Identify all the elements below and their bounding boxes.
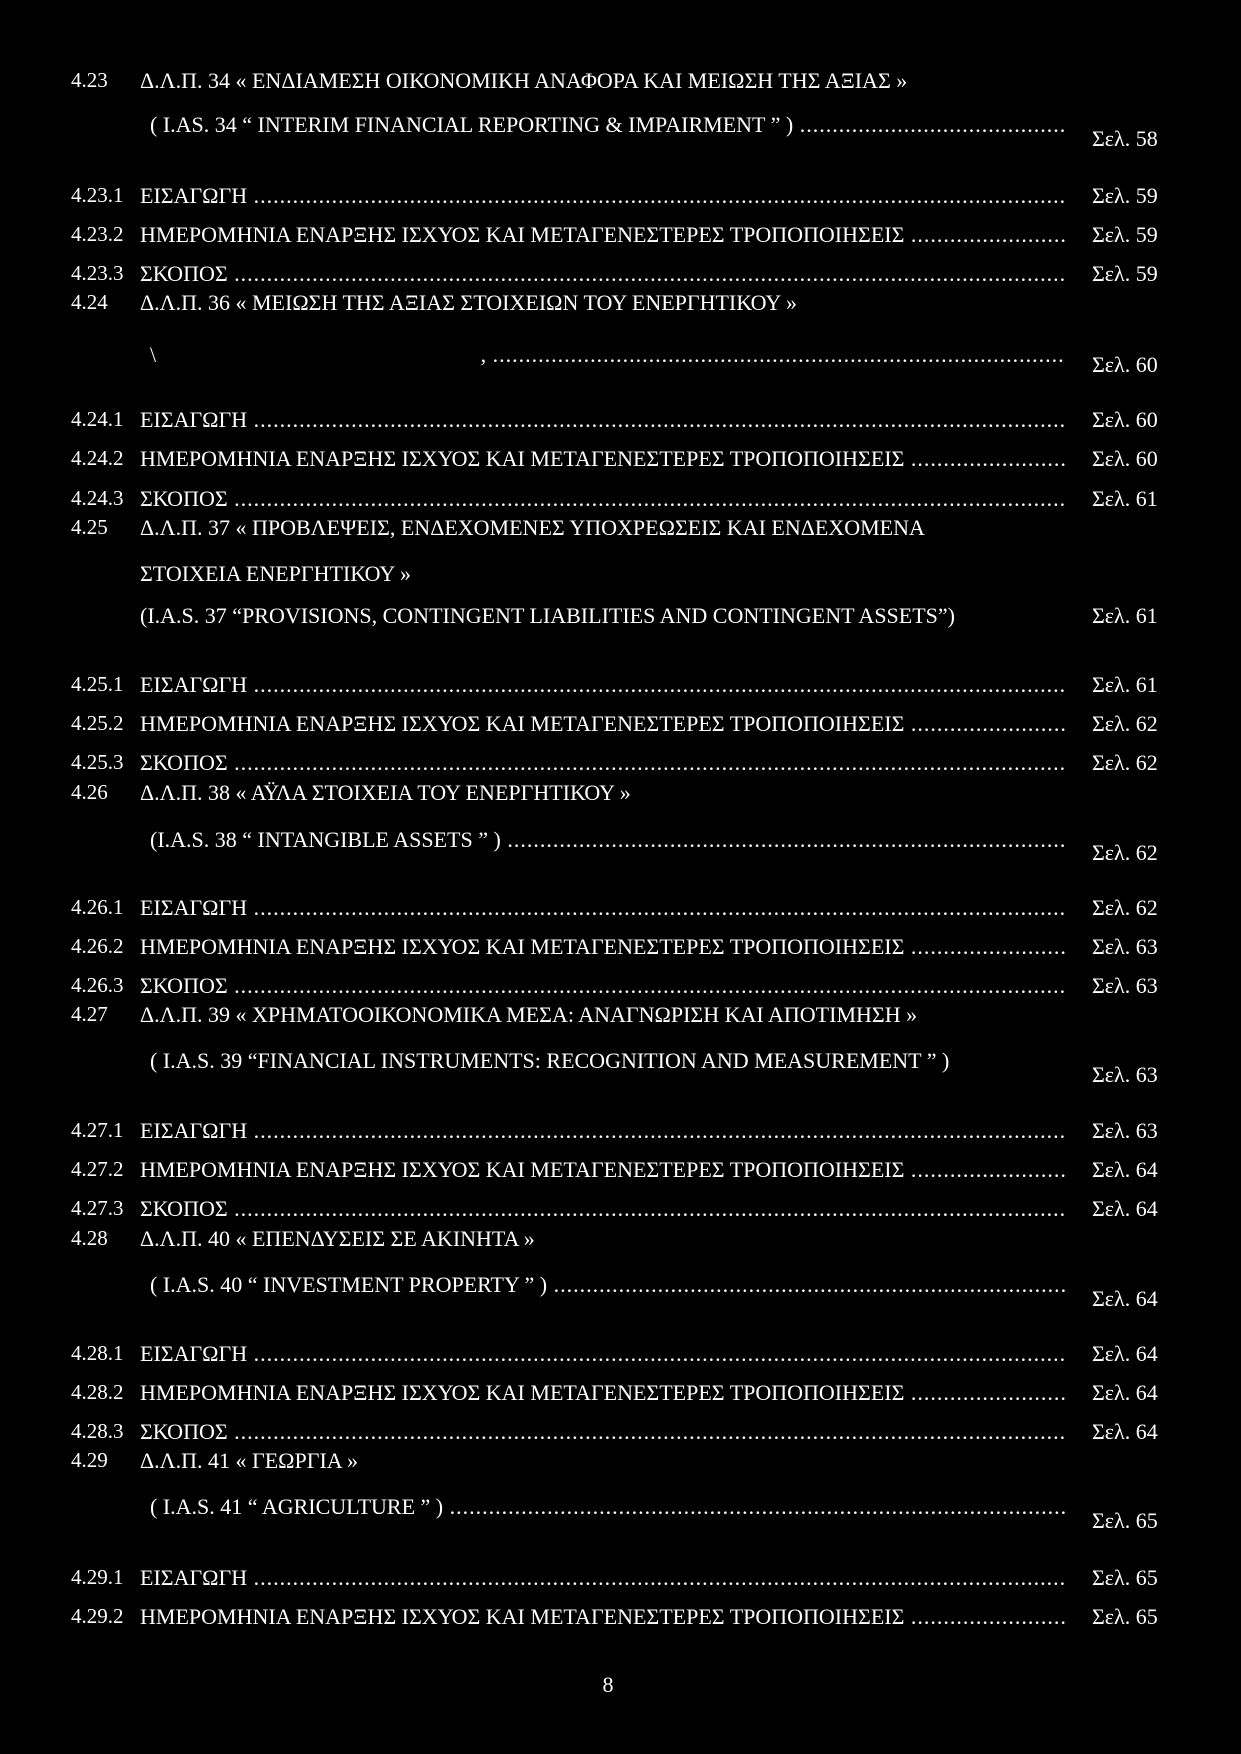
toc-entry bbox=[0, 1002, 1241, 1042]
toc-entry-title: ΕΙΣΑΓΩΓΗ ..... bbox=[140, 895, 1066, 921]
toc-entry-number: 4.27.2 bbox=[71, 1157, 124, 1181]
toc-entry-title: Δ.Λ.Π. 40 « ΕΠΕΝΔΥΣΕΙΣ ΣΕ ΑΚΙΝΗΤΑ » bbox=[140, 1226, 535, 1251]
toc-entry-page: Σελ. 64 bbox=[1092, 1286, 1158, 1311]
toc-entry-page: Σελ. 62 bbox=[1092, 711, 1158, 736]
toc-entry bbox=[0, 603, 1241, 643]
toc-entry-title: ΕΙΣΑΓΩΓΗ ..... bbox=[140, 407, 1066, 433]
toc-entry-number: 4.23.2 bbox=[71, 222, 124, 246]
toc-entry-page: Σελ. 63 bbox=[1092, 1118, 1158, 1143]
toc-entry-title: ΣΚΟΠΟΣ ..... bbox=[140, 1419, 1066, 1445]
toc-entry-page: Σελ. 64 bbox=[1092, 1380, 1158, 1405]
toc-entry-page: Σελ. 64 bbox=[1092, 1419, 1158, 1444]
toc-entry bbox=[0, 1272, 1241, 1312]
toc-entry-page: Σελ. 65 bbox=[1092, 1508, 1158, 1533]
toc-entry-number: 4.24.2 bbox=[71, 446, 124, 470]
toc-entry bbox=[0, 1494, 1241, 1534]
toc-entry-page: Σελ. 64 bbox=[1092, 1341, 1158, 1366]
toc-entry bbox=[0, 290, 1241, 330]
toc-entry-number: 4.27.1 bbox=[71, 1118, 124, 1142]
toc-entry bbox=[0, 1341, 1241, 1381]
toc-entry bbox=[0, 342, 1241, 382]
toc-entry-number: 4.26.2 bbox=[71, 934, 124, 958]
toc-entry-page: Σελ. 62 bbox=[1092, 840, 1158, 865]
toc-entry-title: ΗΜΕΡΟΜΗΝΙΑ ΕΝΑΡΞΗΣ ΙΣΧΥΟΣ ΚΑΙ ΜΕΤΑΓΕΝΕΣΤΕΡΕΣ ΤΡΟΠΟΠΟΙΗΣΕΙΣ ..... bbox=[140, 934, 1066, 960]
toc-entry-title: ΕΙΣΑΓΩΓΗ ..... bbox=[140, 183, 1066, 209]
toc-entry-number: 4.29 bbox=[71, 1448, 108, 1472]
toc-entry bbox=[0, 1157, 1241, 1197]
toc-entry-page: Σελ. 58 bbox=[1092, 126, 1158, 151]
toc-entry-page: Σελ. 65 bbox=[1092, 1604, 1158, 1629]
toc-entry-page: Σελ. 63 bbox=[1092, 934, 1158, 959]
toc-entry-page: Σελ. 63 bbox=[1092, 973, 1158, 998]
toc-entry-title: ΗΜΕΡΟΜΗΝΙΑ ΕΝΑΡΞΗΣ ΙΣΧΥΟΣ ΚΑΙ ΜΕΤΑΓΕΝΕΣΤΕΡΕΣ ΤΡΟΠΟΠΟΙΗΣΕΙΣ ..... bbox=[140, 1157, 1066, 1183]
toc-entry-number: 4.24 bbox=[71, 290, 108, 314]
toc-entry-page: Σελ. 64 bbox=[1092, 1196, 1158, 1221]
toc-entry-title: Δ.Λ.Π. 38 « ΑΫΛΑ ΣΤΟΙΧΕΙΑ ΤΟΥ ΕΝΕΡΓΗΤΙΚΟΥ » bbox=[140, 780, 631, 805]
toc-entry-number: 4.23 bbox=[71, 68, 108, 92]
toc-entry-title: Δ.Λ.Π. 37 « ΠΡΟΒΛΕΨΕΙΣ, ΕΝΔΕΧΟΜΕΝΕΣ ΥΠΟΧΡΕΩΣΕΙΣ ΚΑΙ ΕΝΔΕΧΟΜΕΝΑ bbox=[140, 515, 925, 540]
toc-entry-page: Σελ. 60 bbox=[1092, 446, 1158, 471]
toc-entry bbox=[0, 222, 1241, 262]
toc-entry-number: 4.26 bbox=[71, 780, 108, 804]
toc-entry-page: Σελ. 62 bbox=[1092, 750, 1158, 775]
toc-entry-page: Σελ. 64 bbox=[1092, 1157, 1158, 1182]
toc-entry-number: 4.29.1 bbox=[71, 1565, 124, 1589]
toc-entry-title: ΕΙΣΑΓΩΓΗ ..... bbox=[140, 1341, 1066, 1367]
toc-entry bbox=[0, 407, 1241, 447]
toc-entry bbox=[0, 112, 1241, 152]
toc-entry-number: 4.27.3 bbox=[71, 1196, 124, 1220]
toc-entry-title: ΣΚΟΠΟΣ ..... bbox=[140, 261, 1066, 287]
toc-entry-title: (I.A.S. 38 “ INTANGIBLE ASSETS ” ) ..... bbox=[150, 827, 1066, 853]
toc-entry-page: Σελ. 62 bbox=[1092, 895, 1158, 920]
toc-entry-title: Δ.Λ.Π. 41 « ΓΕΩΡΓΙΑ » bbox=[140, 1448, 358, 1473]
toc-entry-title: ΗΜΕΡΟΜΗΝΙΑ ΕΝΑΡΞΗΣ ΙΣΧΥΟΣ ΚΑΙ ΜΕΤΑΓΕΝΕΣΤΕΡΕΣ ΤΡΟΠΟΠΟΙΗΣΕΙΣ ..... bbox=[140, 446, 1066, 472]
toc-entry bbox=[0, 1226, 1241, 1266]
toc-entry-number: 4.28.2 bbox=[71, 1380, 124, 1404]
toc-entry-number: 4.28 bbox=[71, 1226, 108, 1250]
toc-entry bbox=[0, 934, 1241, 974]
toc-entry-number: 4.25.2 bbox=[71, 711, 124, 735]
toc-entry bbox=[0, 515, 1241, 555]
toc-entry-page: Σελ. 65 bbox=[1092, 1565, 1158, 1590]
toc-entry-number: 4.23.1 bbox=[71, 183, 124, 207]
toc-entry-title: Δ.Λ.Π. 39 « ΧΡΗΜΑΤΟΟΙΚΟΝΟΜΙΚΑ ΜΕΣΑ: ΑΝΑΓΝΩΡΙΣΗ ΚΑΙ ΑΠΟΤΙΜΗΣΗ » bbox=[140, 1002, 918, 1027]
toc-entry-page: Σελ. 60 bbox=[1092, 407, 1158, 432]
toc-entry-number: 4.23.3 bbox=[71, 261, 124, 285]
toc-entry-title: ( I.A.S. 40 “ INVESTMENT PROPERTY ” ) ..... bbox=[150, 1272, 1066, 1298]
toc-entry bbox=[0, 183, 1241, 223]
toc-entry-title: ΣΚΟΠΟΣ ..... bbox=[140, 973, 1066, 999]
toc-entry-page: Σελ. 61 bbox=[1092, 603, 1158, 628]
toc-entry-title: Δ.Λ.Π. 34 « ΕΝΔΙΑΜΕΣΗ ΟΙΚΟΝΟΜΙΚΗ ΑΝΑΦΟΡΑ ΚΑΙ ΜΕΙΩΣΗ ΤΗΣ ΑΞΙΑΣ » bbox=[140, 68, 908, 93]
toc-entry-page: Σελ. 60 bbox=[1092, 352, 1158, 377]
toc-entry-number: 4.26.3 bbox=[71, 973, 124, 997]
toc-entry-title: ΣΚΟΠΟΣ ..... bbox=[140, 1196, 1066, 1222]
toc-entry-page: Σελ. 59 bbox=[1092, 261, 1158, 286]
toc-entry-number: 4.28.3 bbox=[71, 1419, 124, 1443]
toc-entry-page: Σελ. 61 bbox=[1092, 486, 1158, 511]
toc-entry-title: ΗΜΕΡΟΜΗΝΙΑ ΕΝΑΡΞΗΣ ΙΣΧΥΟΣ ΚΑΙ ΜΕΤΑΓΕΝΕΣΤΕΡΕΣ ΤΡΟΠΟΠΟΙΗΣΕΙΣ ..... bbox=[140, 711, 1066, 737]
toc-entry-title: ΕΙΣΑΓΩΓΗ ..... bbox=[140, 1118, 1066, 1144]
toc-entry-page: Σελ. 63 bbox=[1092, 1062, 1158, 1087]
toc-entry-number: 4.24.1 bbox=[71, 407, 124, 431]
toc-entry-title: \ , ..... bbox=[150, 342, 1066, 368]
toc-entry-number: 4.28.1 bbox=[71, 1341, 124, 1365]
toc-entry-title: ΕΙΣΑΓΩΓΗ ..... bbox=[140, 1565, 1066, 1591]
toc-entry-page: Σελ. 59 bbox=[1092, 222, 1158, 247]
toc-entry bbox=[0, 1048, 1241, 1088]
page-number: 8 bbox=[602, 1672, 614, 1697]
toc-entry-title: ΣΤΟΙΧΕΙΑ ΕΝΕΡΓΗΤΙΚΟΥ » bbox=[140, 561, 411, 586]
toc-entry-title: ΗΜΕΡΟΜΗΝΙΑ ΕΝΑΡΞΗΣ ΙΣΧΥΟΣ ΚΑΙ ΜΕΤΑΓΕΝΕΣΤΕΡΕΣ ΤΡΟΠΟΠΟΙΗΣΕΙΣ ..... bbox=[140, 222, 1066, 248]
toc-entry-page: Σελ. 59 bbox=[1092, 183, 1158, 208]
toc-entry bbox=[0, 672, 1241, 712]
toc-entry-title: Δ.Λ.Π. 36 « ΜΕΙΩΣΗ ΤΗΣ ΑΞΙΑΣ ΣΤΟΙΧΕΙΩΝ ΤΟΥ ΕΝΕΡΓΗΤΙΚΟΥ » bbox=[140, 290, 797, 315]
toc-entry-number: 4.27 bbox=[71, 1002, 108, 1026]
toc-entry-number: 4.25.1 bbox=[71, 672, 124, 696]
toc-entry-title: (I.A.S. 37 “PROVISIONS, CONTINGENT LIABILITIES AND CONTINGENT ASSETS”) bbox=[140, 603, 955, 628]
toc-entry bbox=[0, 780, 1241, 820]
toc-entry bbox=[0, 1380, 1241, 1420]
toc-entry-title: ΣΚΟΠΟΣ ..... bbox=[140, 486, 1066, 512]
toc-entry-title: ΕΙΣΑΓΩΓΗ ..... bbox=[140, 672, 1066, 698]
toc-entry bbox=[0, 1448, 1241, 1488]
toc-entry-page: Σελ. 61 bbox=[1092, 672, 1158, 697]
toc-entry-title: ΗΜΕΡΟΜΗΝΙΑ ΕΝΑΡΞΗΣ ΙΣΧΥΟΣ ΚΑΙ ΜΕΤΑΓΕΝΕΣΤΕΡΕΣ ΤΡΟΠΟΠΟΙΗΣΕΙΣ ..... bbox=[140, 1604, 1066, 1630]
toc-entry bbox=[0, 711, 1241, 751]
toc-entry-title: ( I.A.S. 41 “ AGRICULTURE ” ) ..... bbox=[150, 1494, 1066, 1520]
toc-entry-title: ΗΜΕΡΟΜΗΝΙΑ ΕΝΑΡΞΗΣ ΙΣΧΥΟΣ ΚΑΙ ΜΕΤΑΓΕΝΕΣΤΕΡΕΣ ΤΡΟΠΟΠΟΙΗΣΕΙΣ ..... bbox=[140, 1380, 1066, 1406]
toc-entry-number: 4.29.2 bbox=[71, 1604, 124, 1628]
toc-entry-number: 4.26.1 bbox=[71, 895, 124, 919]
toc-entry bbox=[0, 827, 1241, 867]
toc-entry-number: 4.25 bbox=[71, 515, 108, 539]
toc-entry bbox=[0, 68, 1241, 108]
toc-entry bbox=[0, 1118, 1241, 1158]
toc-entry bbox=[0, 895, 1241, 935]
toc-entry-title: ΣΚΟΠΟΣ ..... bbox=[140, 750, 1066, 776]
toc-entry-title: ( I.AS. 34 “ INTERIM FINANCIAL REPORTING & IMPAIRMENT ” ) ..... bbox=[150, 112, 1066, 138]
toc-entry bbox=[0, 446, 1241, 486]
toc-entry-number: 4.24.3 bbox=[71, 486, 124, 510]
toc-entry-number: 4.25.3 bbox=[71, 750, 124, 774]
toc-entry bbox=[0, 1604, 1241, 1644]
toc-entry bbox=[0, 1565, 1241, 1605]
toc-entry-title: ( I.A.S. 39 “FINANCIAL INSTRUMENTS: RECOGNITION AND MEASUREMENT ” ) bbox=[150, 1048, 950, 1073]
toc-entry bbox=[0, 561, 1241, 601]
